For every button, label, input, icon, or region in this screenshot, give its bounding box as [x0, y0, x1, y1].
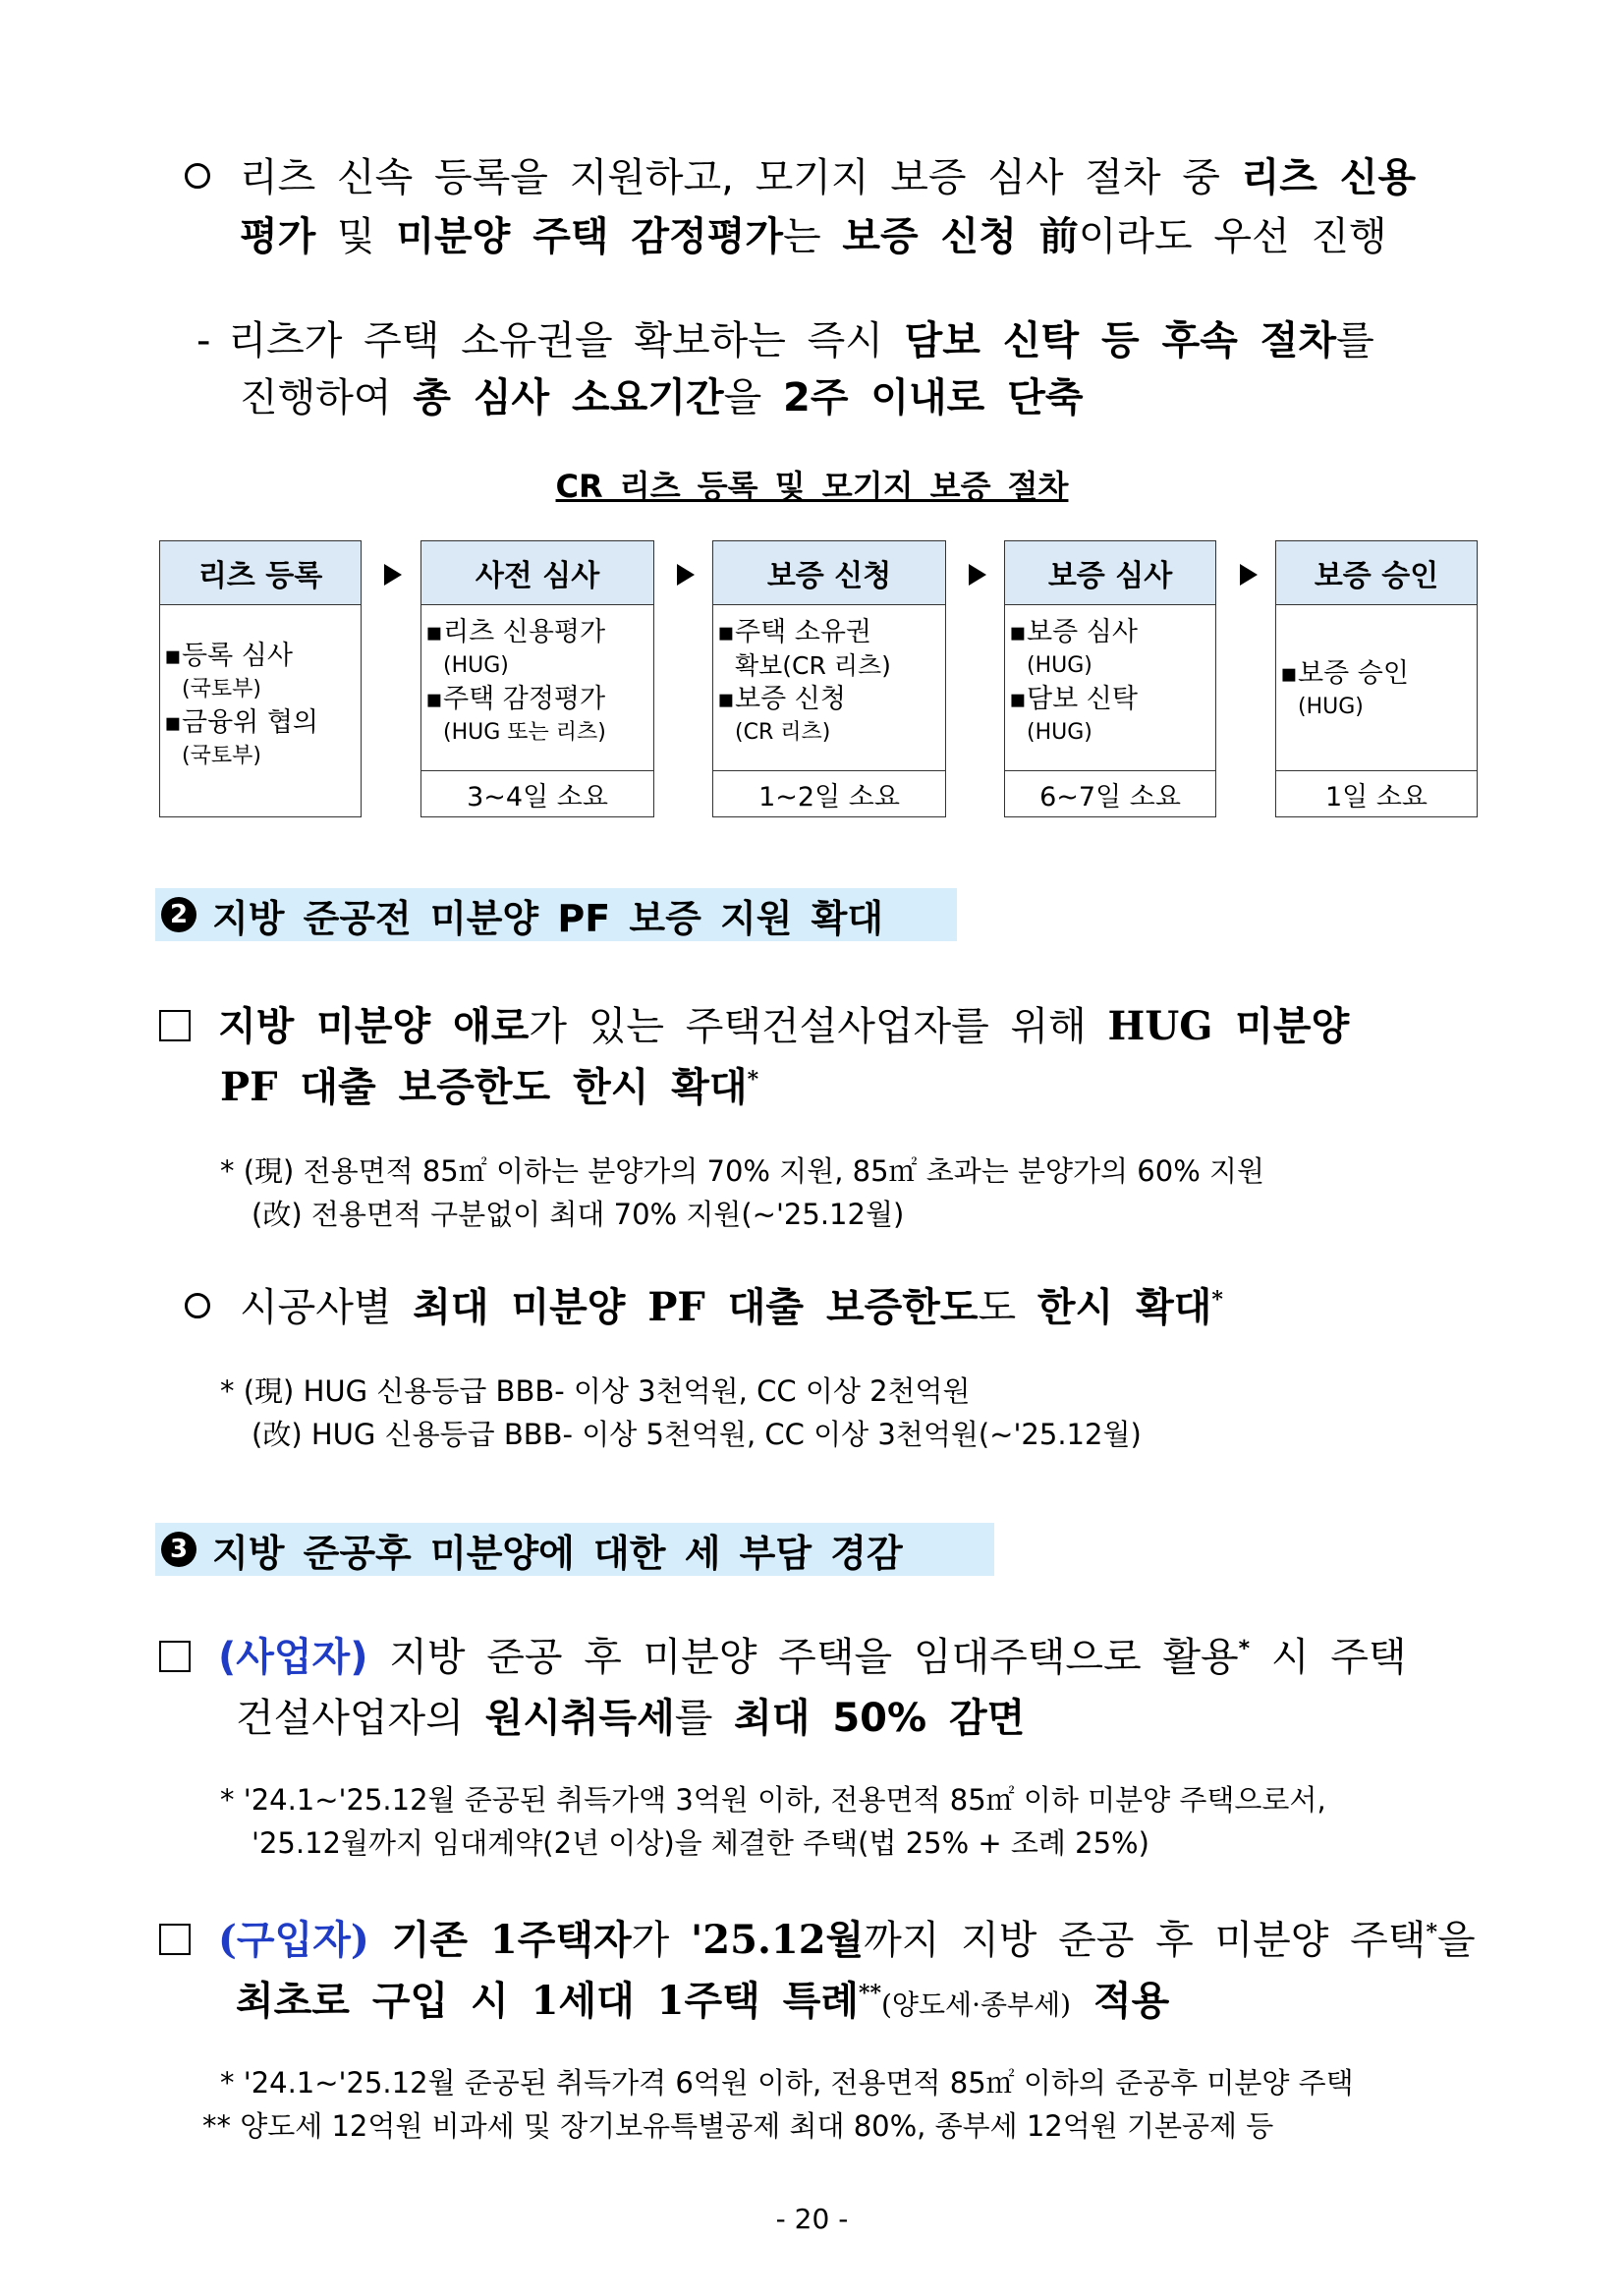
text: 이라도 우선 진행 — [1078, 214, 1387, 259]
flow-step-body — [1276, 657, 1477, 724]
text-bold: 적용 — [1071, 1978, 1170, 2024]
text-bold: 前 — [1016, 214, 1079, 259]
text-bold: PF 대출 보증한도 한시 확대 — [220, 1064, 748, 1110]
flow-item: ▪ 등록 심사 — [160, 640, 361, 673]
flow-item-sub: 확보(CR 리츠) — [735, 651, 891, 680]
sec3-para2-line-1 — [159, 1910, 1476, 1971]
text-bold: 최대 50% 감면 — [734, 1696, 1026, 1741]
text-bold: 보증 신청 — [842, 214, 1017, 259]
flow-item-sub: (HUG) — [1027, 653, 1092, 678]
flow-step-body — [1005, 616, 1215, 750]
number-3-icon: 3 — [161, 1532, 196, 1567]
text-bold: 총 심사 소요기간 — [413, 375, 724, 420]
text: 는 — [782, 214, 843, 259]
flow-step-1 — [159, 540, 362, 817]
flow-step-3 — [712, 540, 946, 817]
square-bullet-icon — [159, 1924, 191, 1955]
arrow-right-icon — [384, 564, 402, 586]
sec2-note1b: (改) 전용면적 구분없이 최대 70% 지원(~'25.12월) — [252, 1198, 905, 1231]
sec3-note1a: * '24.1~'25.12월 준공된 취득가액 3억원 이하, 전용면적 85㎡ 이하 미분양 주택으로서, — [220, 1783, 1326, 1817]
number-2-icon: 2 — [161, 897, 196, 932]
intro-bullet-line-1 — [185, 147, 1416, 208]
circle-bullet-icon — [185, 1293, 210, 1318]
text-bold: 최대 미분양 PF 대출 보증한도 — [413, 1284, 979, 1330]
section-title: 지방 준공전 미분양 PF 보증 지원 확대 — [212, 896, 884, 940]
text-bold: 기존 1주택자 — [368, 1917, 632, 1963]
text-bold: 한시 확대 — [1036, 1284, 1212, 1330]
tag-buyer: (구입자) — [218, 1917, 369, 1963]
flow-step-head: 보증 심사 — [1005, 541, 1215, 605]
text: 를 — [674, 1696, 735, 1741]
circle-bullet-icon — [185, 163, 210, 189]
arrow-right-icon — [677, 564, 695, 586]
intro-dash-line-1 — [196, 310, 1374, 371]
text: 가 — [631, 1918, 692, 1963]
text: 시 주택 — [1250, 1635, 1407, 1680]
flow-step-5 — [1275, 540, 1478, 817]
section-title: 지방 준공후 미분양에 대한 세 부담 경감 — [212, 1531, 903, 1575]
flow-item-sub: (HUG) — [1298, 695, 1364, 719]
sec2-note2b: (改) HUG 신용등급 BBB- 이상 5천억원, CC 이상 3천억원(~'25.12월) — [252, 1418, 1142, 1451]
text: 가 있는 주택건설사업자를 위해 — [529, 1004, 1108, 1049]
text: 를 — [1336, 318, 1374, 364]
text: 도 — [978, 1285, 1037, 1330]
text-bold: 원시취득세 — [484, 1696, 675, 1741]
flow-item: ▪ 보증 신청 — [713, 683, 945, 716]
flow-step-body — [421, 616, 653, 750]
footnote-mark: * — [1238, 1637, 1251, 1661]
arrow-right-icon — [969, 564, 986, 586]
section-heading-2 — [155, 888, 957, 941]
footnote-mark: ** — [858, 1981, 881, 2006]
text-small: (양도세·종부세) — [881, 1988, 1072, 2021]
text: 진행하여 — [240, 375, 414, 420]
flow-item: ▪ 보증 승인 — [1276, 657, 1477, 691]
text-bold: 미분양 주택 감정평가 — [396, 214, 783, 259]
flow-step-body — [160, 640, 361, 773]
text: 및 — [315, 214, 397, 259]
flow-step-duration: 3~4일 소요 — [421, 770, 653, 816]
flow-step-duration: 6~7일 소요 — [1005, 770, 1215, 816]
text-bold: HUG 미분양 — [1107, 1003, 1350, 1049]
text-bold: 평가 — [240, 214, 316, 259]
text: 까지 지방 준공 후 미분양 주택 — [864, 1918, 1427, 1963]
flow-step-4 — [1004, 540, 1216, 817]
flow-step-head: 리츠 등록 — [160, 541, 361, 605]
intro-dash-line-2 — [240, 367, 1084, 428]
sec2-para1-line-2 — [220, 1057, 758, 1118]
text: 리츠 신속 등록을 지원하고, 모기지 보증 심사 절차 중 — [240, 155, 1242, 200]
sec2-para2 — [185, 1277, 1223, 1338]
flow-step-head: 사전 심사 — [421, 541, 653, 605]
flow-item: ▪ 보증 심사 — [1005, 616, 1215, 649]
sec2-para1-line-1 — [159, 996, 1349, 1057]
flow-item-sub: (CR 리츠) — [735, 720, 831, 745]
sec3-para2-line-2 — [236, 1971, 1169, 2036]
footnote-mark: * — [1211, 1287, 1223, 1313]
text-bold: '25.12월 — [691, 1917, 865, 1963]
text-bold: 리츠 신용 — [1241, 155, 1417, 200]
footnote-mark: * — [747, 1067, 759, 1092]
flow-item-sub: (국토부) — [182, 744, 261, 768]
flow-item: ▪ 리츠 신용평가 — [421, 616, 653, 649]
footnote-mark: * — [1426, 1920, 1437, 1945]
flow-item: ▪ 주택 감정평가 — [421, 683, 653, 716]
text: 리츠가 주택 소유권을 확보하는 즉시 — [228, 318, 905, 364]
text-bold: 지방 미분양 애로 — [218, 1003, 530, 1049]
sec2-note2a: * (現) HUG 신용등급 BBB- 이상 3천억원, CC 이상 2천억원 — [220, 1374, 971, 1408]
flow-item: ▪ 주택 소유권 — [713, 616, 945, 649]
sec3-para1-line-1 — [159, 1627, 1407, 1688]
flow-item-sub: (HUG) — [443, 653, 509, 678]
flow-step-head: 보증 신청 — [713, 541, 945, 605]
tag-business: (사업자) — [218, 1635, 368, 1680]
square-bullet-icon — [159, 1641, 191, 1672]
text: 지방 준공 후 미분양 주택을 임대주택으로 활용 — [367, 1635, 1239, 1680]
flow-step-head: 보증 승인 — [1276, 541, 1477, 605]
text-bold: 담보 신탁 등 후속 절차 — [904, 318, 1337, 364]
sec3-para1-line-2 — [236, 1688, 1025, 1749]
text: 을 — [723, 375, 783, 420]
sec3-note1b: '25.12월까지 임대계약(2년 이상)을 체결한 주택(법 25% + 조례 25%) — [252, 1826, 1149, 1860]
sec2-note1a: * (現) 전용면적 85㎡ 이하는 분양가의 70% 지원, 85㎡ 초과는 분양가의 60% 지원 — [220, 1154, 1264, 1188]
flow-step-duration: 1일 소요 — [1276, 770, 1477, 816]
sec3-note2b: ** 양도세 12억원 비과세 및 장기보유특별공제 최대 80%, 종부세 12억원 기본공제 등 — [202, 2109, 1274, 2143]
flow-title: CR 리츠 등록 및 모기지 보증 절차 — [555, 468, 1069, 505]
page-number: - 20 - — [775, 2203, 849, 2235]
dash-mark: - — [196, 318, 211, 364]
section-heading-3 — [155, 1523, 994, 1576]
square-bullet-icon — [159, 1010, 191, 1041]
arrow-right-icon — [1240, 564, 1258, 586]
flow-step-duration: 1~2일 소요 — [713, 770, 945, 816]
text: 시공사별 — [240, 1285, 414, 1330]
flow-step-body — [713, 616, 945, 750]
sec3-note2a: * '24.1~'25.12월 준공된 취득가격 6억원 이하, 전용면적 85㎡ 이하의 준공후 미분양 주택 — [220, 2066, 1354, 2100]
flow-item-sub: (국토부) — [182, 677, 261, 701]
flow-item-sub: (HUG 또는 리츠) — [443, 720, 606, 745]
flow-step-2 — [420, 540, 654, 817]
text: 건설사업자의 — [236, 1696, 485, 1741]
text-bold: 최초로 구입 시 1세대 1주택 특례 — [236, 1978, 859, 2024]
text: 을 — [1436, 1918, 1476, 1963]
flow-item: ▪ 담보 신탁 — [1005, 683, 1215, 716]
flow-item-sub: (HUG) — [1027, 720, 1092, 745]
text-bold: 2주 이내로 단축 — [782, 375, 1084, 420]
intro-bullet-line-2 — [240, 206, 1387, 267]
flow-item: ▪ 금융위 협의 — [160, 706, 361, 740]
